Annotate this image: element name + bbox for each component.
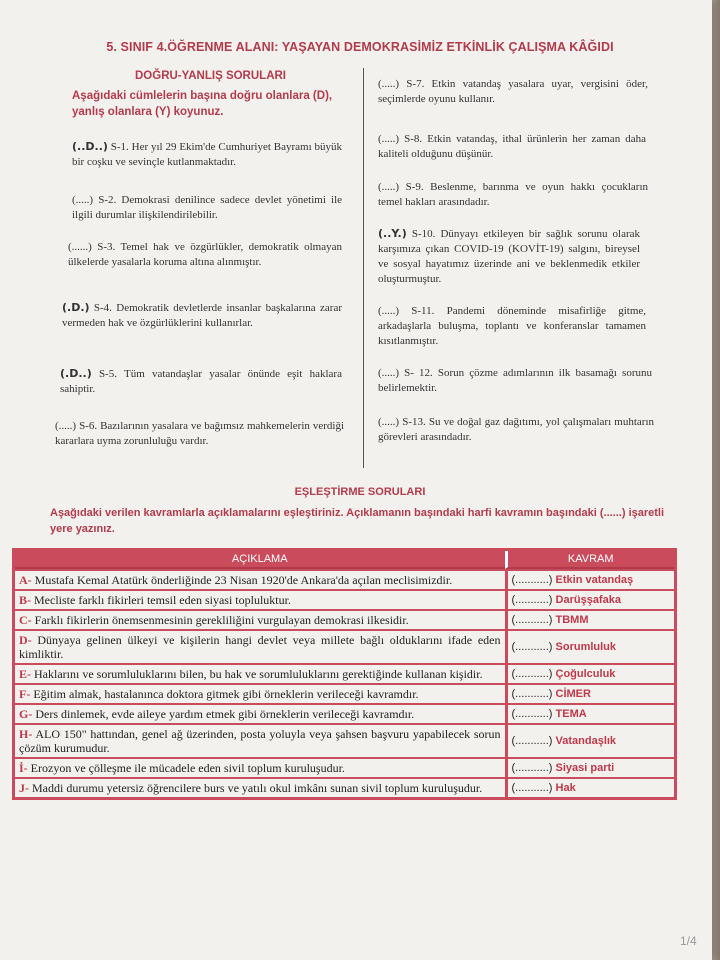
description-cell (15, 777, 505, 797)
answer-blank[interactable]: (.....) (72, 194, 94, 206)
answer-blank[interactable]: (.D.) (62, 301, 90, 314)
table-row (15, 723, 674, 757)
question-number: S-4. (93, 302, 112, 314)
description-cell (15, 609, 505, 629)
row-letter: D- (19, 633, 32, 647)
question-number: S-13. (402, 416, 426, 428)
concept-label: Darüşşafaka (555, 594, 621, 606)
concept-blank[interactable]: (...........) (511, 762, 553, 774)
question-text: Her yıl 29 Ekim'de Cumhuriyet Bayramı büyük bir coşku ve sevinçle kutlanmaktadır. (72, 141, 343, 168)
question-text: Temel hak ve özgürlükler, demokratik olmayan ülkelerde yasalarla koruma altına alınmıştır. (68, 241, 342, 268)
answer-blank[interactable]: (.....) (378, 181, 400, 193)
description-cell (15, 683, 505, 703)
concept-label: Etkin vatandaş (555, 574, 634, 586)
question-number: S-10. (411, 228, 436, 240)
concept-blank[interactable]: (...........) (511, 782, 553, 794)
question-8 (378, 132, 646, 162)
description-text: Dünyaya gelinen ülkeyi ve kişilerin hangi devlet veya millete bağlı olduklarını ifade eden kimliktir. (19, 633, 501, 661)
row-letter: H- (19, 727, 33, 741)
question-number: S-9. (405, 181, 424, 193)
concept-label: Çoğulculuk (555, 668, 616, 680)
description-text: ALO 150" hattından, genel ağ üzerinden, posta yoluyla veya şahsen başvuru yapabilecek sorun çözüm kurumudur. (19, 727, 501, 755)
concept-label: CİMER (555, 688, 591, 700)
concept-cell (505, 609, 675, 629)
table-row (15, 629, 674, 663)
row-letter: C- (19, 613, 32, 627)
description-cell (15, 663, 505, 683)
description-text: Erozyon ve çölleşme ile mücadele eden sivil toplum kuruluşudur. (30, 761, 345, 775)
table-row (15, 609, 674, 629)
concept-blank[interactable]: (...........) (511, 594, 553, 606)
concept-label: Sorumluluk (555, 641, 617, 653)
description-text: Maddi durumu yetersiz öğrencilere burs ve yatılı okul imkânı sunan sivil toplum kuruluşudur. (32, 781, 483, 795)
description-text: Mustafa Kemal Atatürk önderliğinde 23 Nisan 1920'de Ankara'da açılan meclisimizdir. (34, 573, 453, 587)
description-cell (15, 757, 505, 777)
table-row (15, 683, 674, 703)
row-letter: F- (19, 687, 31, 701)
question-text: Demokrasi denilince sadece devlet yönetimi ile ilgili durumlar ilişkilendirilebilir. (72, 194, 343, 221)
concept-blank[interactable]: (...........) (511, 614, 553, 626)
question-2 (72, 193, 342, 223)
row-letter: E- (19, 667, 31, 681)
description-cell (15, 629, 505, 663)
question-7 (378, 77, 648, 107)
answer-blank[interactable]: (.D..) (60, 367, 92, 380)
question-text: Su ve doğal gaz dağıtımı, yol çalışmaları muhtarın görevleri arasındadır. (378, 416, 655, 443)
question-text: Etkin vatandaş, ithal ürünlerin her zaman daha kaliteli olduğunu düşünür. (378, 133, 647, 160)
concept-cell (505, 589, 675, 609)
description-cell (15, 569, 505, 589)
matching-table (12, 548, 677, 800)
table-row (15, 757, 674, 777)
concept-blank[interactable]: (...........) (511, 735, 553, 747)
question-4 (62, 300, 342, 331)
question-number: S-3. (97, 241, 116, 253)
answer-blank[interactable]: (.....) (378, 367, 400, 379)
question-text: Bazılarının yasalara ve bağımsız mahkemelerin verdiği kararlara uyma zorunluluğu vardır. (55, 420, 345, 447)
question-5 (60, 366, 342, 397)
question-10 (378, 226, 640, 287)
answer-blank[interactable]: (..D..) (72, 140, 108, 153)
row-letter: G- (19, 707, 33, 721)
true-false-instruction: Aşağıdaki cümlelerin başına doğru olanlara (D), yanlış olanlara (Y) koyunuz. (72, 90, 333, 118)
concept-label: Hak (555, 782, 576, 794)
question-3 (68, 240, 342, 270)
matching-instruction: Aşağıdaki verilen kavramlarla açıklamalarını eşleştiriniz. Açıklamanın başındaki harfi kavramın başındaki (......) işaretli yere yazınız. (50, 507, 665, 535)
table-row (15, 777, 674, 797)
answer-blank[interactable]: (.....) (378, 133, 400, 145)
concept-blank[interactable]: (...........) (511, 574, 553, 586)
description-cell (15, 723, 505, 757)
answer-blank[interactable]: (..Y.) (378, 227, 407, 240)
question-text: Tüm vatandaşlar yasalar önünde eşit haklara sahiptir. (60, 368, 342, 395)
worksheet-title: 5. SINIF 4.ÖĞRENME ALANI: YAŞAYAN DEMOKRASİMİZ ETKİNLİK ÇALIŞMA KÂĞIDI (106, 40, 614, 54)
answer-blank[interactable]: (......) (68, 241, 92, 253)
question-text: Etkin vatandaş yasalara uyar, vergisini öder, seçimlerde oyunu kullanır. (378, 78, 648, 105)
question-number: S-2. (98, 194, 117, 206)
table-row (15, 569, 674, 589)
answer-blank[interactable]: (.....) (55, 420, 77, 432)
question-text: Sorun çözme adımlarının ilk basamağı sorunu belirlemektir. (378, 367, 653, 394)
question-number: S-1. (110, 141, 129, 153)
row-letter: J- (19, 781, 29, 795)
description-text: Haklarını ve sorumluluklarını bilen, bu hak ve sorumluluklarını gerektiğinde kullanan kişidir. (34, 667, 483, 681)
matching-heading: EŞLEŞTİRME SORULARI (294, 486, 426, 498)
question-number: S-8. (404, 133, 423, 145)
question-text: Pandemi döneminde misafirliğe gitme, arkadaşlarla buluşma, toplantı ve konferanslar tamamen kısıtlanmıştır. (378, 305, 647, 347)
concept-blank[interactable]: (...........) (511, 641, 553, 653)
concept-blank[interactable]: (...........) (511, 688, 553, 700)
table-row (15, 703, 674, 723)
question-number: S- 12. (404, 367, 433, 379)
concept-blank[interactable]: (...........) (511, 668, 553, 680)
true-false-heading: DOĞRU-YANLIŞ SORULARI (135, 70, 286, 82)
concept-cell (505, 683, 675, 703)
col-header-concept: KAVRAM (505, 551, 675, 569)
concept-label: Vatandaşlık (555, 735, 617, 747)
question-text: Dünyayı etkileyen bir sağlık sorunu olarak karşımıza çıkan COVID-19 (KOVİT-19) salgını, bireysel ve sosyal hayatımız üzerinde ani ve beklenmedik etkiler oluşturmuştur. (378, 228, 641, 285)
description-text: Ders dinlemek, evde aileye yardım etmek gibi örneklerin verileceği kavramdır. (35, 707, 415, 721)
concept-cell (505, 703, 675, 723)
page-number: 1/4 (680, 934, 697, 948)
concept-label: Siyasi parti (555, 762, 615, 774)
concept-cell (505, 569, 675, 589)
question-12 (378, 366, 652, 396)
col-header-description: AÇIKLAMA (15, 551, 505, 569)
column-divider (363, 68, 364, 468)
question-9 (378, 180, 648, 210)
question-number: S-6. (79, 420, 98, 432)
row-letter: A- (19, 573, 32, 587)
question-number: S-7. (406, 78, 425, 90)
concept-cell (505, 663, 675, 683)
concept-label: TEMA (555, 708, 587, 720)
question-13 (378, 415, 654, 445)
question-text: Demokratik devletlerde insanlar başkalarına zarar vermeden hak ve özgürlüklerini kullanırlar. (62, 302, 343, 329)
table-row (15, 663, 674, 683)
table-row (15, 589, 674, 609)
row-letter: İ- (19, 761, 28, 775)
question-number: S-5. (98, 368, 117, 380)
question-text: Beslenme, barınma ve oyun hakkı çocukların temel hakları arasındadır. (378, 181, 648, 208)
description-cell (15, 589, 505, 609)
concept-blank[interactable]: (...........) (511, 708, 553, 720)
concept-label: TBMM (555, 614, 589, 626)
question-6 (55, 419, 344, 449)
question-1 (72, 139, 342, 170)
concept-cell (505, 629, 675, 663)
answer-blank[interactable]: (.....) (378, 78, 400, 90)
row-letter: B- (19, 593, 31, 607)
concept-cell (505, 723, 675, 757)
answer-blank[interactable]: (.....) (378, 416, 400, 428)
description-text: Mecliste farklı fikirleri temsil eden siyasi topluluktur. (34, 593, 291, 607)
description-text: Farklı fikirlerin önemsenmesinin gerekliliğini vurgulayan demokrasi ilkesidir. (34, 613, 409, 627)
question-11 (378, 304, 646, 349)
answer-blank[interactable]: (.....) (378, 305, 400, 317)
description-text: Eğitim almak, hastalanınca doktora gitmek gibi örneklerin verileceği kavramdır. (33, 687, 419, 701)
description-cell (15, 703, 505, 723)
concept-cell (505, 757, 675, 777)
concept-cell (505, 777, 675, 797)
question-number: S-11. (411, 305, 435, 317)
